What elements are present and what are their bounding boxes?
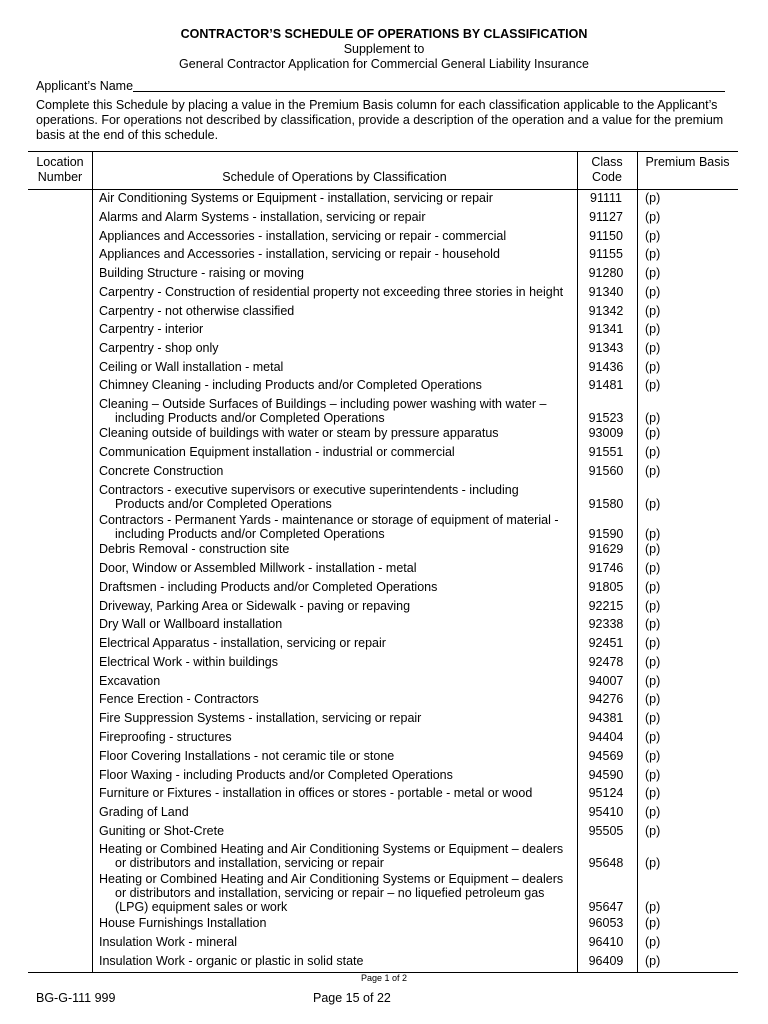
header-location-line2: Number: [37, 170, 83, 184]
row-class-code: 94381: [588, 711, 624, 725]
page-of-total: Page 15 of 22: [313, 991, 391, 1005]
row-description: [99, 617, 574, 631]
applicant-name-line[interactable]: [133, 91, 725, 92]
row-class-code: 94007: [588, 674, 624, 688]
row-class-code: 96409: [588, 954, 624, 968]
row-description-line: Electrical Apparatus - installation, servicing or repair: [99, 636, 386, 650]
row-class-code: 91746: [588, 561, 624, 575]
row-description-line: Fire Suppression Systems - installation, servicing or repair: [99, 711, 422, 725]
row-description: [99, 513, 574, 541]
row-class-code: 91436: [588, 360, 624, 374]
row-premium-basis[interactable]: (p): [645, 692, 661, 706]
classification-table: [28, 151, 738, 973]
row-description-line: Cleaning outside of buildings with water or steam by pressure apparatus: [99, 426, 499, 440]
row-description: [99, 483, 574, 511]
row-description-line: Floor Covering Installations - not ceramic tile or stone: [99, 749, 395, 763]
row-premium-basis[interactable]: (p): [645, 285, 661, 299]
row-description-line: Carpentry - shop only: [99, 341, 219, 355]
row-description: [99, 561, 574, 575]
row-premium-basis[interactable]: (p): [645, 527, 661, 541]
row-description: [99, 916, 574, 930]
header-class-code: [577, 155, 637, 185]
row-class-code: 91481: [588, 378, 624, 392]
row-class-code: 91280: [588, 266, 624, 280]
row-premium-basis[interactable]: (p): [645, 954, 661, 968]
row-class-code: 93009: [588, 426, 624, 440]
row-class-code: 91127: [589, 210, 623, 224]
row-premium-basis[interactable]: (p): [645, 445, 661, 459]
row-premium-basis[interactable]: (p): [645, 824, 661, 838]
row-class-code: 96410: [588, 935, 624, 949]
row-description-line: including Products and/or Completed Operations: [115, 411, 385, 425]
row-class-code: 91580: [588, 497, 624, 511]
row-description: [99, 842, 574, 870]
instructions: Complete this Schedule by placing a value in the Premium Basis column for each classification applicable to the Applicant’s operations. For operations not described by classification, provide a description of the operation and a value for the premium basis at the end of this schedule.: [36, 98, 724, 142]
row-description: [99, 322, 574, 336]
row-premium-basis[interactable]: (p): [645, 304, 661, 318]
row-description-line: Appliances and Accessories - installation, servicing or repair - commercial: [99, 229, 507, 243]
row-description: [99, 464, 574, 478]
row-description: [99, 229, 574, 243]
row-premium-basis[interactable]: (p): [645, 341, 661, 355]
row-description-line: Furniture or Fixtures - installation in offices or stores - portable - metal or wood: [99, 786, 533, 800]
row-premium-basis[interactable]: (p): [645, 360, 661, 374]
row-description-line: Electrical Work - within buildings: [99, 655, 278, 669]
row-class-code: 95124: [588, 786, 624, 800]
row-description-line: or distributors and installation, servicing or repair – no liquefied petroleum gas: [115, 886, 545, 900]
row-description: [99, 285, 574, 299]
row-premium-basis[interactable]: (p): [645, 599, 661, 613]
row-description-line: Ceiling or Wall installation - metal: [99, 360, 284, 374]
row-description: [99, 580, 574, 594]
row-premium-basis[interactable]: (p): [645, 561, 661, 575]
row-description-line: Insulation Work - organic or plastic in solid state: [99, 954, 364, 968]
supplement-line: Supplement to: [343, 42, 425, 56]
row-premium-basis[interactable]: (p): [645, 805, 661, 819]
row-description: [99, 674, 574, 688]
row-description-line: Debris Removal - construction site: [99, 542, 290, 556]
row-class-code: 96053: [588, 916, 624, 930]
row-class-code: 92215: [588, 599, 624, 613]
row-class-code: 91590: [588, 527, 624, 541]
header-divider: [28, 189, 738, 190]
row-description: [99, 191, 574, 205]
row-description: [99, 378, 574, 392]
page-number-small: Page 1 of 2: [360, 973, 408, 983]
row-class-code: 91551: [588, 445, 624, 459]
row-description: [99, 805, 574, 819]
row-description: [99, 247, 574, 261]
row-premium-basis[interactable]: (p): [645, 191, 661, 205]
row-description: [99, 786, 574, 800]
row-description-line: Carpentry - interior: [99, 322, 204, 336]
document-subtitle: General Contractor Application for Commercial General Liability Insurance: [179, 57, 589, 71]
row-description: [99, 304, 574, 318]
row-premium-basis[interactable]: (p): [645, 856, 661, 870]
row-class-code: 94569: [588, 749, 624, 763]
document-title: CONTRACTOR’S SCHEDULE OF OPERATIONS BY CLASSIFICATION: [180, 27, 588, 41]
row-premium-basis[interactable]: (p): [645, 266, 661, 280]
row-premium-basis[interactable]: (p): [645, 674, 661, 688]
row-description-line: Communication Equipment installation - industrial or commercial: [99, 445, 455, 459]
row-description-line: Heating or Combined Heating and Air Conditioning Systems or Equipment – dealers: [99, 872, 564, 886]
row-premium-basis[interactable]: (p): [645, 426, 661, 440]
row-class-code: 91343: [588, 341, 624, 355]
header-class-line1: Class: [591, 155, 623, 169]
row-premium-basis[interactable]: (p): [645, 497, 661, 511]
row-description-line: Heating or Combined Heating and Air Conditioning Systems or Equipment – dealers: [99, 842, 564, 856]
row-premium-basis[interactable]: (p): [645, 711, 661, 725]
row-description-line: including Products and/or Completed Operations: [115, 527, 385, 541]
applicant-name-label: Applicant’s Name: [36, 79, 134, 93]
header-location-line1: Location: [36, 155, 84, 169]
row-description: [99, 636, 574, 650]
row-description-line: Grading of Land: [99, 805, 189, 819]
row-class-code: 91523: [588, 411, 624, 425]
row-class-code: 91150: [589, 229, 623, 243]
row-description: [99, 692, 574, 706]
row-class-code: 95505: [588, 824, 624, 838]
column-divider: [92, 152, 93, 972]
row-description: [99, 749, 574, 763]
row-premium-basis[interactable]: (p): [645, 411, 661, 425]
row-description: [99, 341, 574, 355]
row-class-code: 92451: [588, 636, 624, 650]
row-description-line: Floor Waxing - including Products and/or Completed Operations: [99, 768, 453, 782]
row-description: [99, 935, 574, 949]
row-description: [99, 397, 574, 425]
row-class-code: 92338: [588, 617, 624, 631]
row-description: [99, 266, 574, 280]
row-premium-basis[interactable]: (p): [645, 247, 661, 261]
row-premium-basis[interactable]: (p): [645, 655, 661, 669]
row-premium-basis[interactable]: (p): [645, 617, 661, 631]
row-description: [99, 426, 574, 440]
header-class-line2: Code: [592, 170, 622, 184]
row-class-code: 91805: [588, 580, 624, 594]
header-location: [28, 155, 92, 185]
row-class-code: 91560: [588, 464, 624, 478]
row-description-line: Guniting or Shot-Crete: [99, 824, 225, 838]
row-description-line: Chimney Cleaning - including Products and/or Completed Operations: [99, 378, 482, 392]
row-class-code: 94404: [588, 730, 624, 744]
column-divider: [577, 152, 578, 972]
row-description-line: Draftsmen - including Products and/or Completed Operations: [99, 580, 438, 594]
row-description-line: Insulation Work - mineral: [99, 935, 238, 949]
row-premium-basis[interactable]: (p): [645, 378, 661, 392]
row-description: [99, 210, 574, 224]
row-premium-basis[interactable]: (p): [645, 464, 661, 478]
row-description-line: Fireproofing - structures: [99, 730, 232, 744]
row-class-code: 91340: [588, 285, 624, 299]
row-premium-basis[interactable]: (p): [645, 210, 661, 224]
row-description: [99, 360, 574, 374]
row-description-line: Air Conditioning Systems or Equipment - installation, servicing or repair: [99, 191, 493, 205]
row-premium-basis[interactable]: (p): [645, 935, 661, 949]
row-description-line: Cleaning – Outside Surfaces of Buildings – including power washing with water –: [99, 397, 547, 411]
row-description-line: Dry Wall or Wallboard installation: [99, 617, 283, 631]
row-description: [99, 445, 574, 459]
row-description-line: Products and/or Completed Operations: [115, 497, 332, 511]
row-description-line: Appliances and Accessories - installation, servicing or repair - household: [99, 247, 500, 261]
row-premium-basis[interactable]: (p): [645, 900, 661, 914]
row-description-line: Carpentry - Construction of residential property not exceeding three stories in height: [99, 285, 564, 299]
row-description-line: Contractors - Permanent Yards - maintenance or storage of equipment of material -: [99, 513, 559, 527]
row-premium-basis[interactable]: (p): [645, 749, 661, 763]
row-class-code: 95410: [588, 805, 624, 819]
row-class-code: 91342: [588, 304, 624, 318]
form-number: BG-G-111 999: [36, 991, 116, 1005]
row-premium-basis[interactable]: (p): [645, 916, 661, 930]
row-class-code: 91341: [588, 322, 624, 336]
row-premium-basis[interactable]: (p): [645, 580, 661, 594]
row-description: [99, 824, 574, 838]
row-description-line: House Furnishings Installation: [99, 916, 267, 930]
row-description-line: Contractors - executive supervisors or executive superintendents - including: [99, 483, 519, 497]
row-description: [99, 542, 574, 556]
row-description: [99, 599, 574, 613]
row-premium-basis[interactable]: (p): [645, 786, 661, 800]
row-description-line: Excavation: [99, 674, 161, 688]
row-class-code: 95648: [588, 856, 624, 870]
row-class-code: 94276: [588, 692, 624, 706]
column-divider: [637, 152, 638, 972]
row-description-line: (LPG) equipment sales or work: [115, 900, 288, 914]
row-description-line: or distributors and installation, servicing or repair: [115, 856, 384, 870]
row-description: [99, 730, 574, 744]
row-class-code: 91111: [590, 191, 622, 205]
row-premium-basis[interactable]: (p): [645, 542, 661, 556]
row-description: [99, 655, 574, 669]
row-premium-basis[interactable]: (p): [645, 730, 661, 744]
row-premium-basis[interactable]: (p): [645, 229, 661, 243]
row-premium-basis[interactable]: (p): [645, 636, 661, 650]
row-description-line: Carpentry - not otherwise classified: [99, 304, 295, 318]
row-class-code: 91155: [589, 247, 623, 261]
header-premium-basis: Premium Basis: [645, 155, 730, 169]
row-description-line: Driveway, Parking Area or Sidewalk - paving or repaving: [99, 599, 411, 613]
row-description-line: Fence Erection - Contractors: [99, 692, 259, 706]
row-description: [99, 954, 574, 968]
header-schedule: Schedule of Operations by Classification: [222, 170, 447, 184]
row-class-code: 92478: [588, 655, 624, 669]
row-description: [99, 872, 574, 914]
row-description-line: Building Structure - raising or moving: [99, 266, 304, 280]
row-class-code: 91629: [588, 542, 624, 556]
row-class-code: 95647: [588, 900, 624, 914]
row-description-line: Door, Window or Assembled Millwork - installation - metal: [99, 561, 417, 575]
row-description-line: Concrete Construction: [99, 464, 224, 478]
row-description-line: Alarms and Alarm Systems - installation, servicing or repair: [99, 210, 426, 224]
row-description: [99, 711, 574, 725]
row-premium-basis[interactable]: (p): [645, 768, 661, 782]
row-class-code: 94590: [588, 768, 624, 782]
row-premium-basis[interactable]: (p): [645, 322, 661, 336]
row-description: [99, 768, 574, 782]
